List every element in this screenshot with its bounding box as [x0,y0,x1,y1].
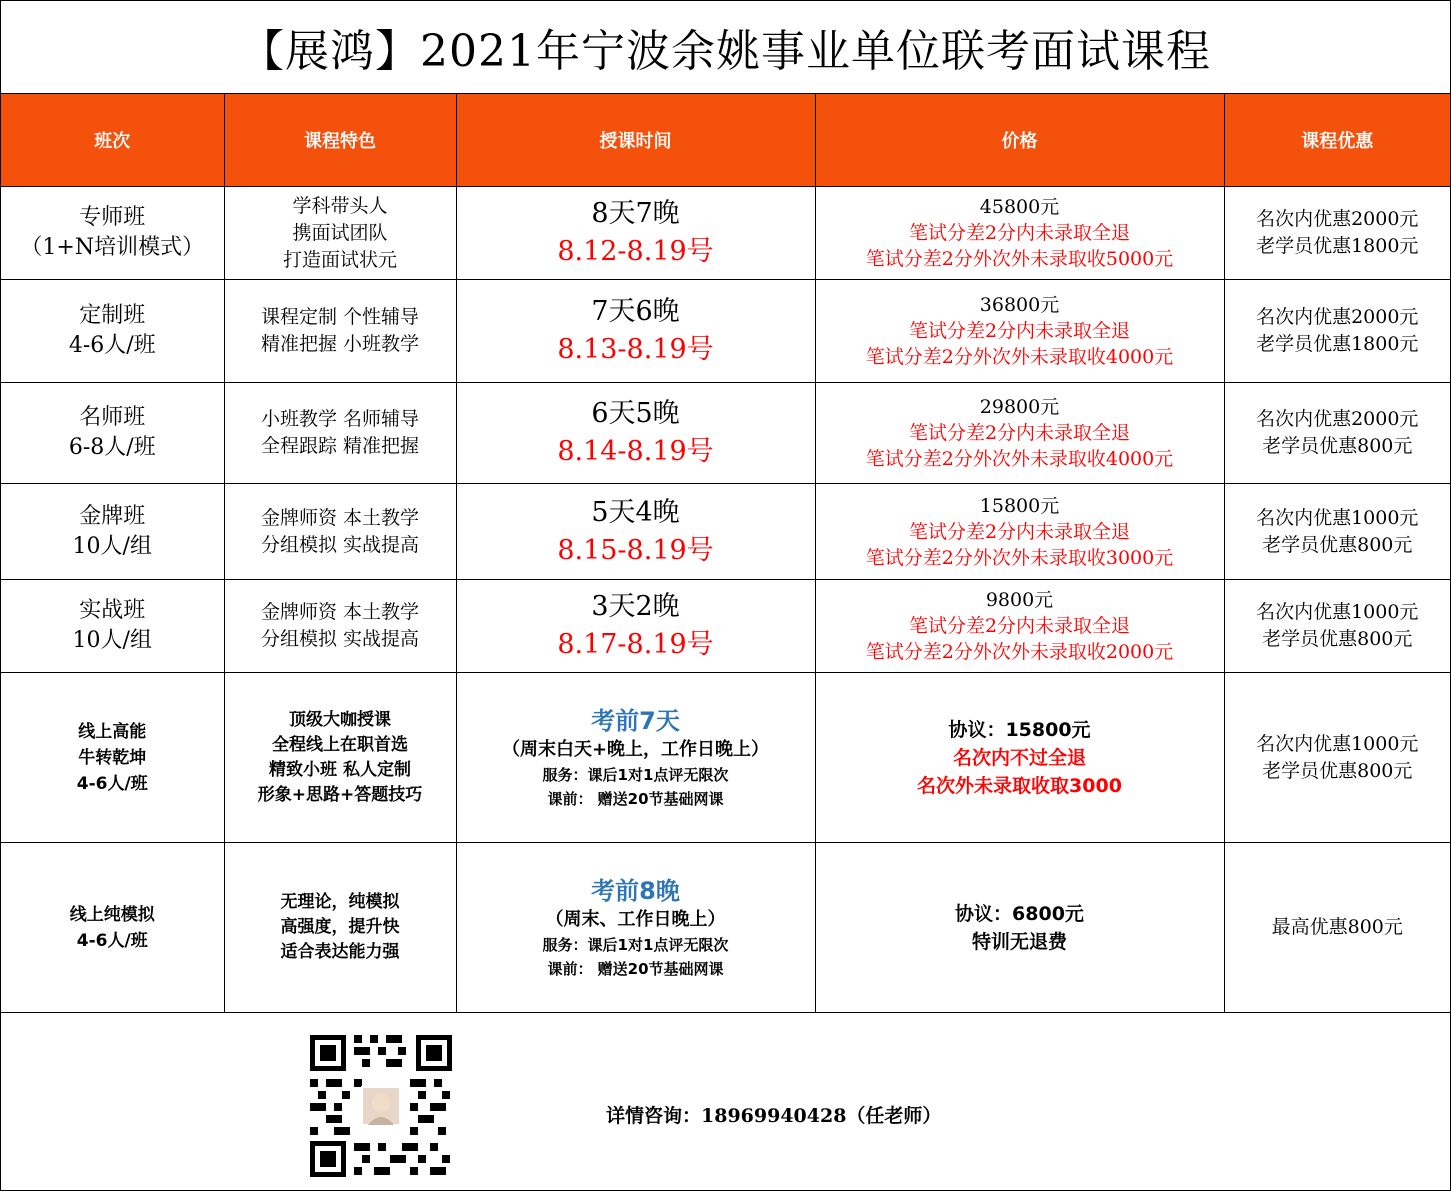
table-row [1,280,1450,383]
price-cell [815,187,1224,280]
table-row [1,187,1450,280]
refund-note: 名次内不过全退 [952,746,1086,769]
date-range: 8.12-8.19号 [557,236,714,267]
time-cell [456,673,815,843]
table-row [1,673,1450,843]
duration: 7天6晚 [591,296,680,327]
feature-line: 打造面试状元 [282,248,397,271]
pre-exam-period: 考前8晚 [591,876,680,905]
features-cell [224,843,456,1013]
duration: 6天5晚 [591,398,680,429]
features-cell [224,280,456,383]
header-class: 班次 [1,94,224,187]
class-cell [1,673,224,843]
class-name: 线上高能 [78,721,147,742]
refund-note: 笔试分差2分外次外未录取收5000元 [865,248,1174,270]
header-price: 价格 [815,94,1224,187]
refund-note: 笔试分差2分内未录取全退 [908,222,1131,244]
time-cell [456,843,815,1013]
class-size: 4-6人/班 [68,333,156,358]
table-row [1,383,1450,484]
discount-line: 名次内优惠2000元 [1256,208,1419,230]
feature-line: 全程跟踪 精准把握 [260,435,420,457]
table-row [1,843,1450,1013]
discount-cell [1224,383,1450,484]
service-note: 服务：课后1对1点评无限次 [542,765,729,784]
class-size: 4-6人/班 [76,930,148,951]
feature-line: 分组模拟 实战提高 [260,628,420,650]
discount-line: 老学员优惠800元 [1262,628,1413,650]
feature-line: 适合表达能力强 [280,942,400,962]
feature-line: 分组模拟 实战提高 [260,533,420,556]
qr-code-icon[interactable] [306,1031,456,1181]
feature-line: 学科带头人 [292,194,388,217]
feature-line: 小班教学 名师辅导 [260,408,420,430]
refund-note: 笔试分差2分内未录取全退 [908,615,1131,637]
feature-line: 无理论，纯模拟 [280,892,400,912]
feature-line: 携面试团队 [292,221,388,244]
discount-line: 老学员优惠1800元 [1256,333,1419,355]
feature-line: 课程定制 个性辅导 [260,306,420,328]
class-name: 专师班 [79,205,146,230]
price: 45800元 [979,196,1060,218]
page-title: 【展鸿】2021年宁波余姚事业单位联考面试课程 [1,1,1450,94]
price: 协议：15800元 [948,718,1091,741]
table-row [1,484,1450,580]
service-note: 服务：课后1对1点评无限次 [542,935,729,954]
date-range: 8.13-8.19号 [557,334,714,365]
feature-line: 精准把握 小班教学 [260,333,420,355]
discount-cell [1224,673,1450,843]
discount-line: 名次内优惠1000元 [1256,506,1419,529]
class-name: 定制班 [79,303,146,328]
discount-line: 最高优惠800元 [1271,916,1403,938]
refund-note: 笔试分差2分内未录取全退 [908,422,1131,444]
class-cell [1,280,224,383]
discount-cell [1224,484,1450,580]
price: 29800元 [979,396,1060,418]
class-name: 线上纯模拟 [69,904,155,925]
duration: 8天7晚 [591,198,680,229]
time-cell [456,187,815,280]
time-cell [456,383,815,484]
table-header-row [1,94,1450,187]
price: 15800元 [979,494,1060,517]
feature-line: 形象+思路+答题技巧 [257,784,423,805]
table-row [1,580,1450,673]
features-cell [224,484,456,580]
refund-note: 笔试分差2分外次外未录取收4000元 [865,448,1174,470]
class-name: 金牌班 [79,503,146,529]
header-time: 授课时间 [456,94,815,187]
features-cell [224,580,456,673]
feature-line: 精致小班 私人定制 [269,759,411,780]
discount-cell [1224,843,1450,1013]
discount-line: 老学员优惠800元 [1262,759,1413,782]
features-cell [224,383,456,484]
class-name: 牛转乾坤 [78,747,147,768]
discount-line: 名次内优惠2000元 [1256,408,1419,430]
duration: 3天2晚 [591,591,680,622]
class-size: 10人/组 [72,533,152,559]
price-cell [815,280,1224,383]
discount-line: 老学员优惠1800元 [1256,235,1419,257]
feature-line: 全程线上在职首选 [272,734,408,755]
class-size: 10人/组 [72,628,152,653]
price-cell [815,580,1224,673]
discount-cell [1224,280,1450,383]
schedule-note: （周末、工作日晚上） [545,908,726,930]
features-cell [224,673,456,843]
class-cell [1,580,224,673]
refund-note: 笔试分差2分内未录取全退 [908,320,1131,342]
time-cell [456,484,815,580]
feature-line: 高强度，提升快 [280,917,400,937]
class-size: 4-6人/班 [76,773,148,794]
time-cell [456,580,815,673]
price: 9800元 [985,589,1054,611]
discount-cell [1224,187,1450,280]
class-cell [1,383,224,484]
class-name: 实战班 [79,598,146,623]
gift-note: 课前： 赠送20节基础网课 [547,959,724,978]
date-range: 8.15-8.19号 [557,534,714,566]
refund-note: 特训无退费 [971,930,1067,953]
class-cell [1,843,224,1013]
features-cell [224,187,456,280]
price-cell [815,673,1224,843]
discount-cell [1224,580,1450,673]
feature-line: 顶级大咖授课 [289,709,391,730]
refund-note: 笔试分差2分外次外未录取收4000元 [865,346,1174,368]
price: 36800元 [979,294,1060,316]
discount-line: 名次内优惠1000元 [1256,601,1419,623]
price-cell [815,843,1224,1013]
schedule-note: （周末白天+晚上，工作日晚上） [501,738,770,760]
pre-exam-period: 考前7天 [591,706,680,735]
discount-line: 老学员优惠800元 [1262,435,1413,457]
class-size: （1+N培训模式） [20,235,205,260]
feature-line: 金牌师资 本土教学 [260,601,420,623]
price-cell [815,383,1224,484]
class-size: 6-8人/班 [68,435,156,460]
class-cell [1,187,224,280]
header-discount: 课程优惠 [1224,94,1450,187]
footer [1,1013,1450,1189]
discount-line: 名次内优惠1000元 [1256,732,1419,755]
class-cell [1,484,224,580]
duration: 5天4晚 [591,496,680,528]
date-range: 8.14-8.19号 [557,436,714,467]
feature-line: 金牌师资 本土教学 [260,506,420,529]
price-cell [815,484,1224,580]
contact-info: 详情咨询：18969940428（任老师） [606,1105,942,1127]
header-features: 课程特色 [224,94,456,187]
time-cell [456,280,815,383]
price: 协议：6800元 [955,902,1084,925]
refund-note: 名次外未录取收取3000 [917,774,1122,797]
discount-line: 老学员优惠800元 [1262,533,1413,556]
refund-note: 笔试分差2分外次外未录取收3000元 [865,546,1174,569]
course-table [1,94,1450,1013]
gift-note: 课前： 赠送20节基础网课 [547,789,724,808]
class-name: 名师班 [79,405,146,430]
refund-note: 笔试分差2分内未录取全退 [908,520,1131,543]
discount-line: 名次内优惠2000元 [1256,306,1419,328]
refund-note: 笔试分差2分外次外未录取收2000元 [865,641,1174,663]
date-range: 8.17-8.19号 [557,629,714,660]
